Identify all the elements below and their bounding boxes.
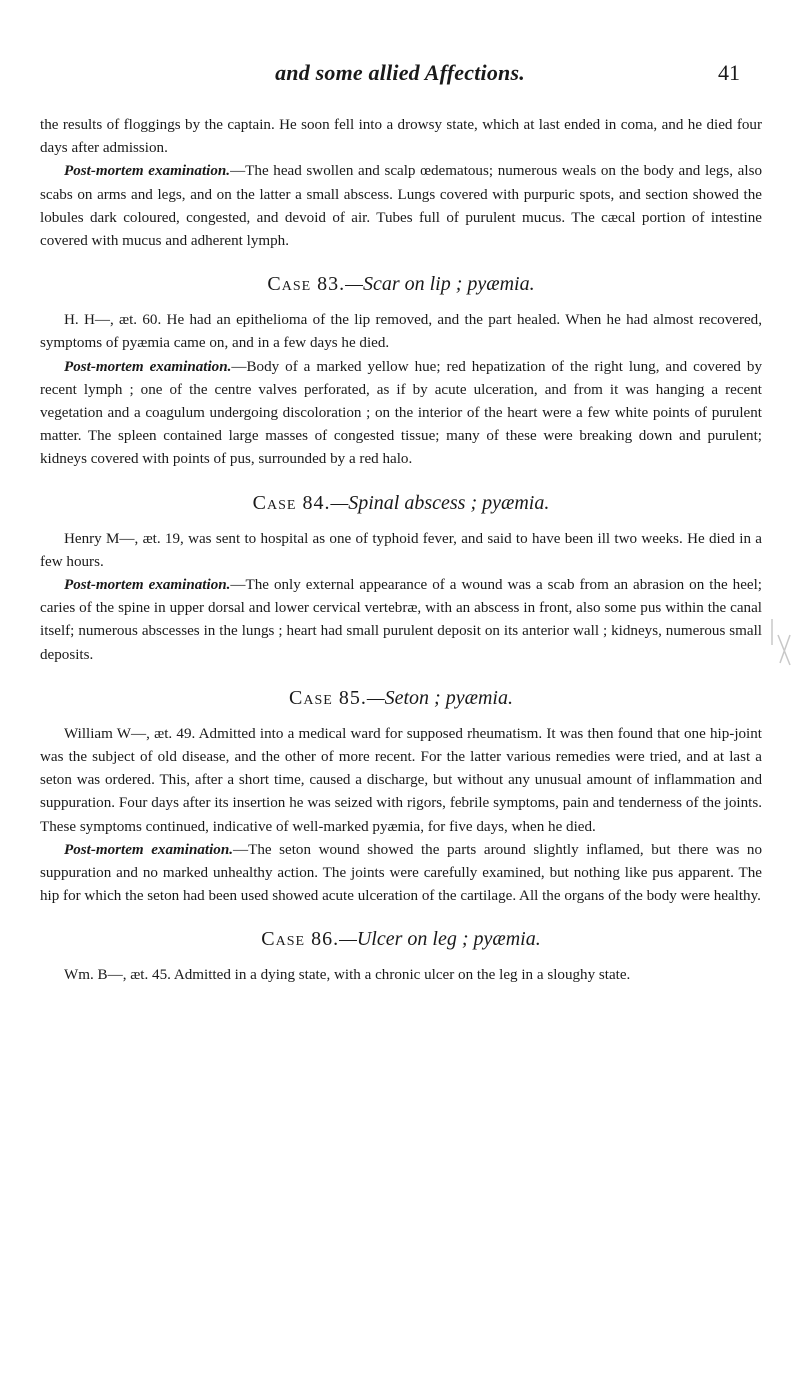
page-body bbox=[40, 114, 762, 988]
case-83-history bbox=[40, 309, 762, 355]
postmortem-label: Post-mortem examination. bbox=[64, 841, 234, 858]
postmortem-text: —Body of a marked yellow hue; red hepatization of the right lung, and covered by recent lymph ; one of the centre valves perforated, as if by acute ulceration, and from it was hanging a recent vegetation and a coagulum undergoing discoloration ; on the interior of the heart were a few white points of purulent matter. The spleen contained large masses of congested tissue; many of these were breaking down and purulent; kidneys covered with points of pus, surrounded by a red halo. bbox=[40, 358, 762, 468]
case-85-postmortem bbox=[40, 839, 762, 909]
postmortem-text: —The only external appearance of a wound was a scab from an abrasion on the heel; caries of the spine in upper dorsal and lower cervical vertebræ, with an abscess in front, also some pus within the canal itself; numerous abscesses in the lungs ; heart had small purulent deposit on its anterior wall ; kidneys, numerous small deposits. bbox=[40, 577, 763, 663]
case-85-history bbox=[40, 723, 762, 839]
postmortem-text: —The head swollen and scalp œdematous; numerous weals on the body and legs, also scabs on arms and legs, and on the latter a small abscess. Lungs covered with purpuric spots, and section showed the lobules dark coloured, congested, and devoid of air. Tubes full of purulent mucus. The cæcal portion of intestine covered with mucus and adherent lymph. bbox=[40, 163, 762, 250]
bleed-through-mark bbox=[768, 615, 798, 675]
case-number: Case 86. bbox=[261, 928, 340, 951]
case-number: Case 85. bbox=[289, 686, 367, 709]
case-85-heading bbox=[40, 685, 762, 711]
case-history-text: Wm. B—, æt. 45. Admitted in a dying state, with a chronic ulcer on the leg in a sloughy state. bbox=[64, 967, 631, 984]
page-header bbox=[0, 52, 800, 92]
case-history-text: William W—, æt. 49. Admitted into a medical ward for supposed rheumatism. It was then found that one hip-joint was the subject of old disease, and the other of more recent. For the latter various remedies were tried, and at last a seton was ordered. This, after a short time, caused a discharge, but without any unusual amount of inflammation and suppuration. Four days after its insertion he was seized with rigors, febrile symptoms, pain and tenderness of the joints. These symptoms continued, indicative of well-marked pyæmia, for five days, when he died. bbox=[40, 725, 762, 835]
postmortem-label: Post-mortem examination. bbox=[64, 577, 231, 594]
case-83-heading bbox=[40, 271, 762, 297]
postmortem-label: Post-mortem examination. bbox=[64, 163, 231, 180]
case-84-postmortem bbox=[40, 574, 762, 667]
case-history-text: Henry M—, æt. 19, was sent to hospital as one of typhoid fever, and said to have been ill two weeks. He died in a few hours. bbox=[40, 530, 762, 570]
case-title: —Scar on lip ; pyæmia. bbox=[345, 273, 535, 296]
page-number: 41 bbox=[718, 60, 740, 85]
case-number: Case 83. bbox=[267, 273, 346, 296]
postmortem-text: —The seton wound showed the parts around slightly inflamed, but there was no suppuration and no marked unhealthy action. The joints were carefully examined, but nothing like pus apparent. The hip for which the seton had been used showed acute ulceration of the cartilage. All the organs of the body were healthy. bbox=[40, 841, 763, 905]
case-83-postmortem bbox=[40, 356, 762, 472]
case-84-heading bbox=[40, 490, 762, 516]
intro-paragraph bbox=[40, 114, 762, 160]
intro-postmortem bbox=[40, 160, 762, 253]
case-number: Case 84. bbox=[252, 491, 331, 514]
case-title: —Ulcer on leg ; pyæmia. bbox=[339, 928, 541, 951]
case-title: —Spinal abscess ; pyæmia. bbox=[330, 491, 550, 514]
intro-text: the results of floggings by the captain. He soon fell into a drowsy state, which at last ended in coma, and he died four days after admission. bbox=[40, 117, 762, 157]
case-86-history bbox=[40, 964, 762, 987]
case-84-history bbox=[40, 528, 762, 574]
case-title: —Seton ; pyæmia. bbox=[366, 686, 513, 709]
case-86-heading bbox=[40, 926, 762, 952]
case-history-text: H. H—, æt. 60. He had an epithelioma of the lip removed, and the part healed. When he had almost recovered, symptoms of pyæmia came on, and in a few days he died. bbox=[40, 312, 762, 352]
postmortem-label: Post-mortem examination. bbox=[64, 358, 232, 375]
running-title: and some allied Affections. bbox=[275, 60, 525, 85]
